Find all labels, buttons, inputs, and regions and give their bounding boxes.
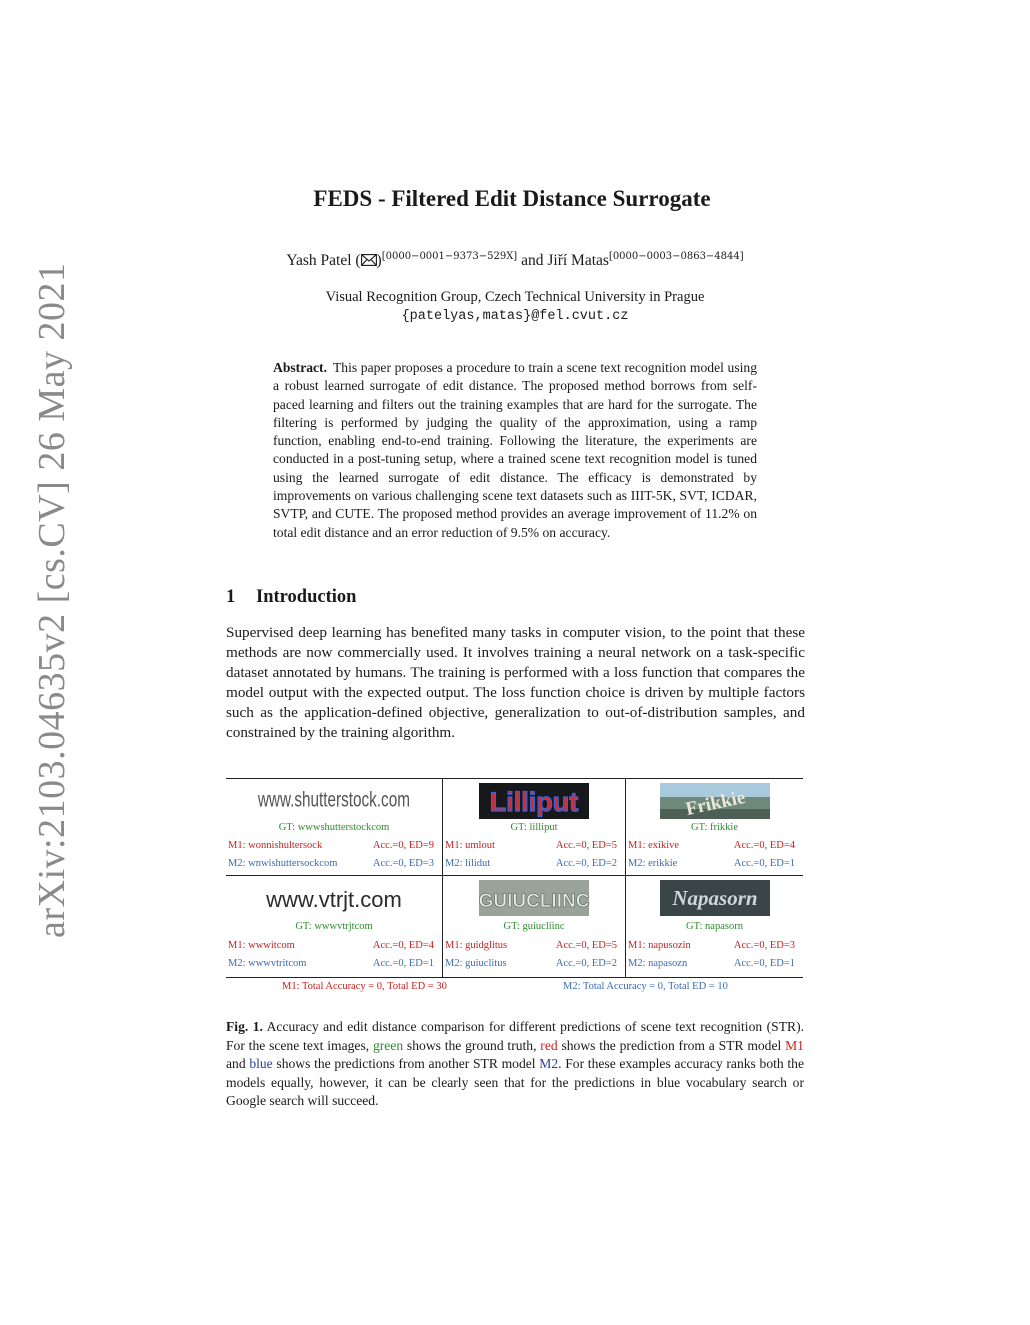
m2-label: M2: guiuclitus — [445, 958, 507, 969]
ground-truth: GT: wwwshutterstockcom — [278, 822, 390, 833]
orcid-2: [0000−0003−0863−4844] — [608, 251, 744, 262]
m1-total: M1: Total Accuracy = 0, Total ED = 30 — [282, 981, 447, 992]
figure-cell — [443, 876, 626, 977]
ground-truth: GT: guiucliinc — [503, 921, 565, 932]
caption-text: and — [226, 1056, 250, 1071]
affiliation: Visual Recognition Group, Czech Technical University in Prague — [325, 289, 705, 305]
image-text: www.shutterstock.com — [257, 787, 410, 812]
scene-text-image — [257, 783, 410, 819]
figure-cell — [226, 779, 443, 876]
m1-prediction — [226, 940, 442, 951]
m2-prediction — [443, 958, 625, 969]
author-1: Yash Patel ( — [286, 252, 361, 269]
m1-prediction — [626, 840, 803, 851]
m1-score: Acc.=0, ED=5 — [555, 940, 617, 951]
m1-label: M1: guidglitus — [445, 940, 508, 951]
m2-label: M2: wwwvtritcom — [228, 958, 307, 969]
ground-truth: GT: lilliput — [510, 822, 558, 833]
m2-total: M2: Total Accuracy = 0, Total ED = 10 — [563, 981, 728, 992]
figure-totals — [226, 978, 803, 998]
section-title: Introduction — [256, 587, 357, 607]
figure-1 — [226, 778, 803, 998]
scene-text-image — [479, 783, 589, 819]
ground-truth: GT: wwwvtrjtcom — [295, 921, 373, 932]
abstract-label: Abstract. — [273, 360, 327, 375]
m1-score: Acc.=0, ED=4 — [372, 940, 434, 951]
author-2: Jiří Matas — [547, 252, 609, 269]
m1-prediction — [626, 940, 803, 951]
m1-score: Acc.=0, ED=4 — [733, 840, 795, 851]
section-number: 1 — [226, 587, 236, 607]
m2-score: Acc.=0, ED=1 — [733, 958, 795, 969]
envelope-icon — [361, 254, 377, 266]
caption-blue: blue — [249, 1056, 273, 1071]
scene-text-image — [479, 880, 589, 916]
figure-cell — [626, 779, 803, 876]
caption-green: green — [372, 1037, 404, 1053]
m2-prediction — [226, 858, 442, 869]
caption-text: shows the ground truth, — [403, 1037, 541, 1053]
intro-paragraph: Supervised deep learning has benefited many tasks in computer vision, to the point that these methods are now commercially used. It involves training a neural network on a task-specific dataset annotated by humans. The training is performed with a loss function that compares the model output with the expected output. The loss function choice is driven by multiple factors such as the application-defined objective, generalization to out-of-distribution samples, and constrained by the training algorithm. — [226, 624, 805, 741]
image-text: GUIUCLIINC — [478, 891, 590, 912]
m2-score: Acc.=0, ED=3 — [372, 858, 434, 869]
caption-text: shows the predictions from another STR model — [272, 1056, 540, 1071]
caption-m1: M1 — [785, 1037, 804, 1053]
m1-score: Acc.=0, ED=3 — [733, 940, 795, 951]
image-text: Lilliput — [489, 787, 579, 817]
m2-score: Acc.=0, ED=2 — [555, 858, 617, 869]
image-text: Napasorn — [671, 886, 758, 910]
m1-prediction — [443, 840, 625, 851]
m2-score: Acc.=0, ED=2 — [555, 958, 617, 969]
figure-cell — [443, 779, 626, 876]
m1-label: M1: napusozin — [628, 940, 691, 951]
m1-label: M1: wonnishultersock — [228, 840, 323, 851]
m2-label: M2: erikkie — [628, 858, 678, 869]
m2-label: M2: lilidut — [445, 858, 491, 869]
figure-cell — [226, 876, 443, 977]
section-heading — [226, 587, 356, 608]
m2-score: Acc.=0, ED=1 — [733, 858, 795, 869]
m2-prediction — [626, 958, 803, 969]
m2-label: M2: napasozn — [628, 958, 688, 969]
caption-red: red — [540, 1037, 558, 1053]
m2-prediction — [443, 858, 625, 869]
author-and: and — [517, 252, 548, 269]
m1-label: M1: exikive — [628, 840, 680, 851]
author-1-close: ) — [376, 252, 382, 269]
caption-label: Fig. 1. — [226, 1019, 263, 1034]
scene-text-image — [660, 783, 770, 819]
ground-truth: GT: napasorn — [686, 921, 743, 932]
caption-text: Accuracy and edit distance comparison for different predictions of scene text recognition (STR). For the scene text images, — [226, 1019, 804, 1053]
email: {patelyas,matas}@fel.cvut.cz — [401, 309, 629, 324]
figure-caption — [226, 1018, 804, 1111]
ground-truth: GT: frikkie — [690, 822, 738, 833]
abstract-text: This paper proposes a procedure to train a scene text recognition model using a robust learned surrogate of edit distance. The proposed method borrows from self-paced learning and filters out the training examples that are hard for the surrogate. The filtering is performed by judging the quality of the approximation, using a ramp function, enabling end-to-end training. Following the literature, the experiments are conducted in a post-tuning setup, where a trained scene text recognition model is tuned using the learned surrogate of edit distance. The efficacy is demonstrated by improvements on various challenging scene text datasets such as IIIT-5K, SVT, ICDAR, SVTP, and CUTE. The proposed method provides an average improvement of 11.2% on total edit distance and an error reduction of 9.5% on accuracy. — [273, 360, 757, 540]
figure-grid — [226, 778, 803, 978]
abstract — [273, 359, 757, 542]
scene-text-image — [266, 880, 402, 916]
m1-label: M1: umlout — [445, 840, 495, 851]
arxiv-stamp: arXiv:2103.04635v2 [cs.CV] 26 May 2021 — [31, 262, 73, 938]
caption-text: . For these examples accuracy ranks both the models equally, however, it can be clearly seen that for the predictions in blue vocabulary search or Google search will succeed. — [226, 1056, 804, 1108]
m2-label: M2: wnwishuttersockcom — [228, 858, 338, 869]
m1-label: M1: wwwitcom — [228, 940, 295, 951]
caption-m2: M2 — [539, 1056, 559, 1071]
image-text: www.vtrjt.com — [266, 887, 402, 912]
image-text: Frikkie — [683, 786, 747, 820]
m1-prediction — [226, 840, 442, 851]
author-line — [0, 251, 1030, 270]
m1-score: Acc.=0, ED=9 — [372, 840, 434, 851]
m1-prediction — [443, 940, 625, 951]
m1-score: Acc.=0, ED=5 — [555, 840, 617, 851]
figure-cell — [626, 876, 803, 977]
orcid-1: [0000−0001−9373−529X] — [381, 251, 518, 262]
scene-text-image — [660, 880, 770, 916]
m2-score: Acc.=0, ED=1 — [372, 958, 434, 969]
paper-title: FEDS - Filtered Edit Distance Surrogate — [313, 186, 711, 211]
caption-text: shows the prediction from a STR model — [557, 1037, 786, 1053]
m2-prediction — [626, 858, 803, 869]
m2-prediction — [226, 958, 442, 969]
